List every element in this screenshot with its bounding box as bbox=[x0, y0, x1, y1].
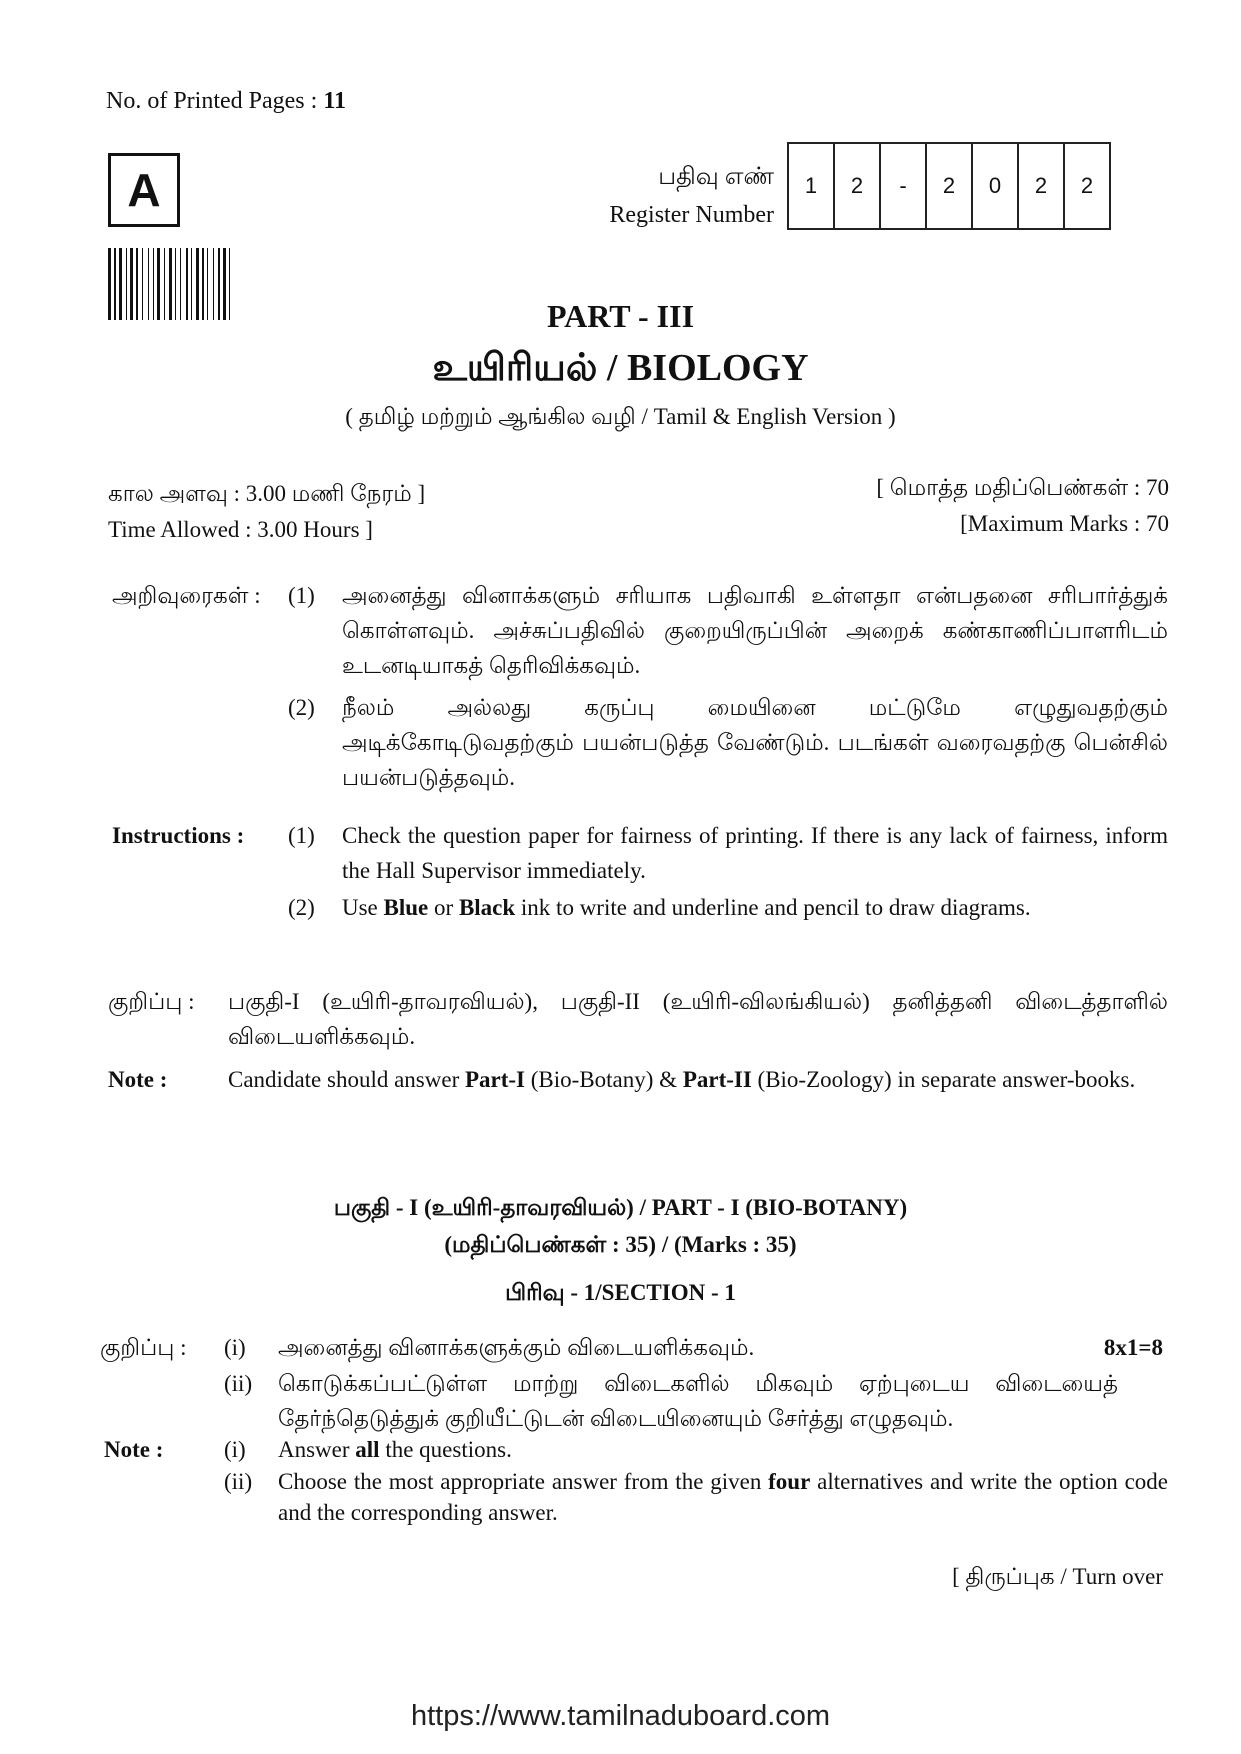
note-item-text: கொடுக்கப்பட்டுள்ள மாற்று விடைகளில் மிகவும் ஏற்புடைய விடையைத் தேர்ந்தெடுத்துக் குறியீட்டுடன் விடையினையும் சேர்த்து எழுதவும். bbox=[278, 1371, 1118, 1431]
register-digit: 1 bbox=[788, 143, 834, 229]
maximum-marks-tamil: [ மொத்த மதிப்பெண்கள் : 70 bbox=[876, 475, 1169, 500]
note-item-number: (i) bbox=[224, 1437, 246, 1462]
instruction-text: Use Blue or Black ink to write and underline and pencil to draw diagrams. bbox=[342, 895, 1031, 920]
series-code: A bbox=[127, 164, 161, 216]
note-item-text: Answer all the questions. bbox=[278, 1437, 512, 1462]
instructions-english-label: Instructions : bbox=[112, 823, 245, 848]
instructions-tamil bbox=[0, 578, 1241, 808]
note-item-number: (ii) bbox=[224, 1469, 253, 1494]
instruction-number: (2) bbox=[288, 695, 315, 720]
register-number-labels bbox=[560, 158, 774, 234]
instruction-number: (2) bbox=[288, 895, 315, 920]
instruction-number: (1) bbox=[288, 583, 315, 608]
register-digit: 2 bbox=[1064, 143, 1110, 229]
register-number-boxes bbox=[787, 142, 1111, 230]
register-digit: - bbox=[880, 143, 926, 229]
note-english bbox=[0, 1062, 1241, 1132]
marks-formula: 8x1=8 bbox=[1103, 1335, 1163, 1360]
note-tamil-text: பகுதி-I (உயிரி-தாவரவியல்), பகுதி-II (உயிரி-விலங்கியல்) தனித்தனி விடைத்தாளில் விடையளிக்கவும். bbox=[228, 989, 1168, 1049]
maximum-marks-english: [Maximum Marks : 70 bbox=[960, 511, 1169, 536]
note-tamil-label: குறிப்பு : bbox=[108, 989, 195, 1014]
time-allowed-english: Time Allowed : 3.00 Hours ] bbox=[108, 517, 373, 542]
part-title: PART - III bbox=[546, 298, 695, 334]
register-digit: 2 bbox=[1018, 143, 1064, 229]
instruction-number: (1) bbox=[288, 823, 315, 848]
section-note-english-label: Note : bbox=[104, 1437, 164, 1462]
turn-over: [ திருப்புக / Turn over bbox=[952, 1564, 1163, 1589]
instructions-english bbox=[0, 818, 1241, 968]
subject-title: உயிரியல் / BIOLOGY bbox=[432, 347, 809, 389]
printed-pages-label: No. of Printed Pages : bbox=[106, 88, 318, 114]
register-digit: 2 bbox=[834, 143, 880, 229]
note-item-number: (i) bbox=[224, 1335, 246, 1360]
printed-pages-line bbox=[106, 88, 346, 115]
section-note-english bbox=[0, 1434, 1241, 1544]
series-code-box bbox=[108, 153, 180, 227]
register-label-english: Register Number bbox=[609, 202, 774, 228]
instruction-text: நீலம் அல்லது கருப்பு மையினை மட்டுமே எழுதுவதற்கும் அடிக்கோடிடுவதற்கும் பயன்படுத்த வேண்டும். படங்கள் வரைவதற்கு பென்சில் பயன்படுத்தவும். bbox=[342, 695, 1168, 790]
register-digit: 0 bbox=[972, 143, 1018, 229]
instruction-text: Check the question paper for fairness of printing. If there is any lack of fairness, inform the Hall Supervisor immediately. bbox=[342, 823, 1168, 883]
printed-pages-value: 11 bbox=[323, 88, 346, 114]
section-note-tamil bbox=[0, 1330, 1241, 1440]
time-allowed bbox=[108, 476, 425, 548]
instruction-text: அனைத்து வினாக்களும் சரியாக பதிவாகி உள்ளதா என்பதனை சரிபார்த்துக் கொள்ளவும். அச்சுப்பதிவில் குறையிருப்பின் அறைக் கண்காணிப்பாளரிடம் உடனடியாகத் தெரிவிக்கவும். bbox=[342, 583, 1168, 678]
register-label-tamil: பதிவு எண் bbox=[658, 164, 774, 190]
note-item-text: அனைத்து வினாக்களுக்கும் விடையளிக்கவும். bbox=[278, 1335, 755, 1360]
version-line: ( தமிழ் மற்றும் ஆங்கில வழி / Tamil & English Version ) bbox=[345, 404, 896, 429]
part-one-marks: (மதிப்பெண்கள் : 35) / (Marks : 35) bbox=[444, 1232, 797, 1257]
note-item-text: Choose the most appropriate answer from the given four alternatives and write the option code and the corresponding answer. bbox=[278, 1469, 1168, 1525]
instructions-tamil-label: அறிவுரைகள் : bbox=[112, 583, 261, 608]
section-one-heading: பிரிவு - 1/SECTION - 1 bbox=[505, 1280, 736, 1305]
part-one-heading: பகுதி - I (உயிரி-தாவரவியல்) / PART - I (BIO-BOTANY) bbox=[333, 1195, 908, 1220]
register-digit: 2 bbox=[926, 143, 972, 229]
time-allowed-tamil: கால அளவு : 3.00 மணி நேரம் ] bbox=[108, 481, 426, 506]
note-english-text: Candidate should answer Part-I (Bio-Botany) & Part-II (Bio-Zoology) in separate answer-books. bbox=[228, 1067, 1136, 1092]
note-item-number: (ii) bbox=[224, 1371, 253, 1396]
maximum-marks bbox=[876, 470, 1169, 542]
footer-url: https://www.tamilnaduboard.com bbox=[410, 1700, 831, 1732]
note-tamil bbox=[0, 984, 1241, 1054]
note-english-label: Note : bbox=[108, 1067, 168, 1092]
section-note-tamil-label: குறிப்பு : bbox=[100, 1335, 187, 1360]
